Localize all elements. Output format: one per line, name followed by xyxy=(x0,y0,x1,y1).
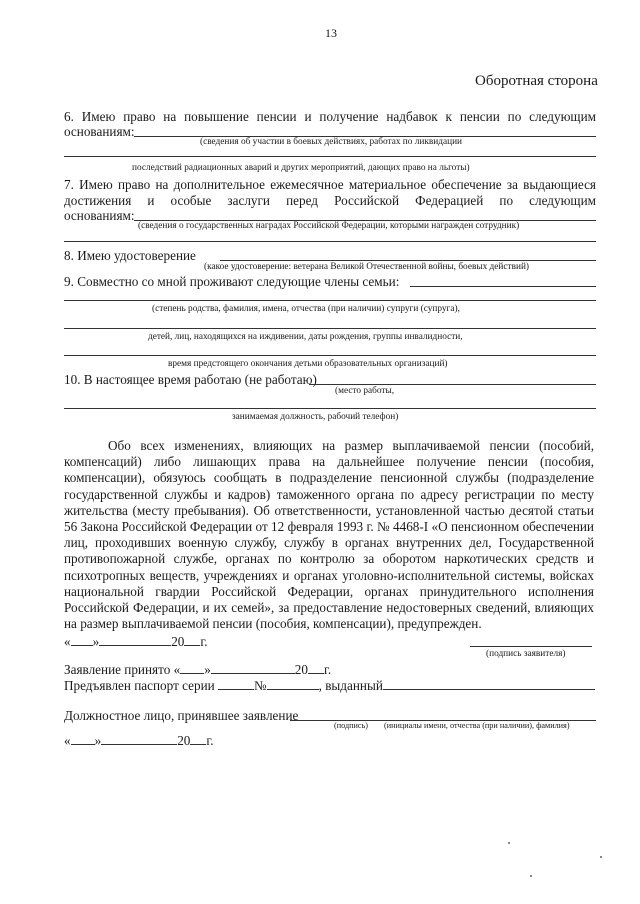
accepted-label: Заявление принято « xyxy=(64,662,181,677)
official-hint-signature: (подпись) xyxy=(334,721,368,730)
signature-hint: (подпись заявителя) xyxy=(486,649,566,659)
signature-year-prefix: 20 xyxy=(171,634,185,649)
item-9-field-2[interactable] xyxy=(64,300,596,301)
signature-month-field[interactable] xyxy=(99,634,171,646)
signature-day-field[interactable] xyxy=(71,634,93,646)
passport-issued-field[interactable] xyxy=(383,678,595,690)
item-6-line-1: 6. Имею право на повышение пенсии и получение надбавок к пенсии по следующим xyxy=(64,109,596,124)
item-6-hint-1: (сведения об участии в боевых действиях, работах по ликвидации xyxy=(200,137,463,147)
item-7-field-2[interactable] xyxy=(64,241,596,242)
item-8-line-1: 8. Имею удостоверение xyxy=(64,248,196,263)
item-9-hint-3: время предстоящего окончания детьми образовательных организаций) xyxy=(168,359,448,369)
accepted-year-field[interactable] xyxy=(308,662,324,674)
side-title: Оборотная сторона xyxy=(475,73,598,89)
notice-text: Обо всех изменениях, влияющих на размер выплачиваемой пенсии (пособий, компенсаций) либо лишающих права на дальнейшее получение пенсии (пособия, компенсации), обязуюсь сообщать в подразделение пенсионной службы (подразделение государственной службы и кадров) таможенного органа по адресу регистрации по месту жительства (месту пребывания). Об ответственности, установленной частью десятой статьи 56 Закона Российской Федерации от 12 февраля 1993 г. № 4468-I «О пенсионном обеспечении лиц, проходивших военную службу, службу в органах внутренних дел, Государственной противопожарной службе, органах по контролю за оборотом наркотических средств и психотропных веществ, учреждениях и органах уголовно-исполнительной системы, войсках национальной гвардии Российской Федерации, органах принудительного исполнения Российской Федерации, и их семей», за предоставление недостоверных сведений, влияющих на размер выплачиваемой пенсии (пособия, компенсации), предупрежден. xyxy=(64,438,594,632)
item-10-field-1[interactable] xyxy=(309,384,596,385)
item-9-field-1[interactable] xyxy=(410,286,596,287)
item-7-line-1: 7. Имею право на дополнительное ежемесячное материальное обеспечение за выдающиеся xyxy=(64,177,596,192)
item-10-hint-2: занимаемая должность, рабочий телефон) xyxy=(232,412,399,422)
passport-number-label: № xyxy=(254,678,267,693)
accepted-day-field[interactable] xyxy=(180,662,204,674)
item-9-hint-1: (степень родства, фамилия, имена, отчества (при наличии) супруги (супруга), xyxy=(152,304,460,314)
passport-issued-label: , выданный xyxy=(318,678,383,693)
item-9-field-4[interactable] xyxy=(64,355,596,356)
signature-open-quote: « xyxy=(64,634,71,649)
final-close-quote: » xyxy=(94,733,102,748)
passport-series-field[interactable] xyxy=(218,678,254,690)
accepted-line xyxy=(64,662,331,678)
accepted-year-prefix: 20 xyxy=(294,662,308,677)
final-day-field[interactable] xyxy=(71,733,95,745)
signature-year-suffix: г. xyxy=(200,634,208,649)
item-6-field-2[interactable] xyxy=(64,156,596,157)
item-7-line-3: основаниям: xyxy=(64,208,135,223)
item-7-line-2: достижения и особые заслуги перед Российской Федерацией по следующим xyxy=(64,193,596,208)
final-open-quote: « xyxy=(64,733,71,748)
final-year-prefix: 20 xyxy=(177,733,191,748)
signature-close-quote: » xyxy=(92,634,100,649)
item-8-field[interactable] xyxy=(220,260,596,261)
final-year-suffix: г. xyxy=(206,733,214,748)
final-year-field[interactable] xyxy=(190,733,206,745)
notice-paragraph xyxy=(64,438,594,632)
page-number: 13 xyxy=(325,26,337,40)
item-8-hint-1: (какое удостоверение: ветерана Великой Отечественной войны, боевых действий) xyxy=(204,262,530,272)
accepted-year-suffix: г. xyxy=(323,662,332,677)
item-7-hint-1: (сведения о государственных наградах Российской Федерации, которыми награжден сотрудник) xyxy=(138,221,520,231)
item-6-hint-2: последствий радиационных аварий и других мероприятий, дающих право на льготы) xyxy=(132,163,470,173)
passport-number-field[interactable] xyxy=(267,678,319,690)
item-6-line-2: основаниям: xyxy=(64,124,135,139)
signature-applicant-field[interactable] xyxy=(470,646,592,647)
item-10-line-1: 10. В настоящее время работаю (не работаю) xyxy=(64,372,317,387)
scan-speck xyxy=(600,856,602,858)
final-date xyxy=(64,733,214,749)
accepted-month-field[interactable] xyxy=(211,662,295,674)
signature-date xyxy=(64,634,208,650)
item-10-hint-1: (место работы, xyxy=(335,386,395,396)
official-hint-name: (инициалы имени, отчества (при наличии), фамилия) xyxy=(384,721,570,730)
item-9-hint-2: детей, лиц, находящихся на иждивении, даты рождения, группы инвалидности, xyxy=(148,332,463,342)
scan-speck xyxy=(530,875,532,877)
scan-speck xyxy=(508,842,510,844)
official-label: Должностное лицо, принявшее заявление xyxy=(64,708,299,723)
item-9-field-3[interactable] xyxy=(64,328,596,329)
signature-year-field[interactable] xyxy=(184,634,200,646)
passport-line xyxy=(64,678,595,694)
accepted-close-quote: » xyxy=(204,662,211,677)
item-10-field-2[interactable] xyxy=(64,408,596,409)
final-month-field[interactable] xyxy=(101,733,177,745)
item-9-line-1: 9. Совместно со мной проживают следующие члены семьи: xyxy=(64,274,400,289)
passport-label: Предъявлен паспорт серии xyxy=(64,678,215,693)
